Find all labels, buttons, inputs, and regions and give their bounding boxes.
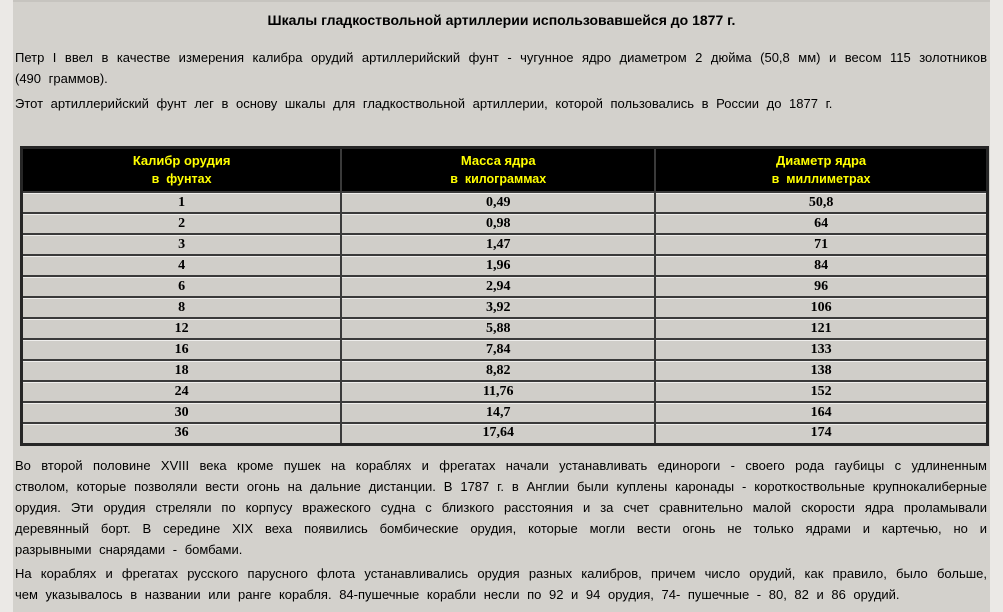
cell-mass: 2,94	[341, 276, 655, 297]
col-header-mass	[341, 148, 655, 193]
cell-diameter: 106	[655, 297, 987, 318]
cell-mass: 14,7	[341, 402, 655, 423]
cell-mass: 17,64	[341, 423, 655, 444]
cell-diameter: 84	[655, 255, 987, 276]
cell-mass: 0,98	[341, 213, 655, 234]
col-header-diameter	[655, 148, 987, 193]
cell-diameter: 133	[655, 339, 987, 360]
col-header-caliber-subtitle: в фунтах	[151, 172, 212, 186]
cell-diameter: 152	[655, 381, 987, 402]
table-row	[22, 297, 988, 318]
cell-caliber: 24	[22, 381, 342, 402]
cell-diameter: 138	[655, 360, 987, 381]
outro-paragraph-1: Во второй половине XVIII века кроме пушек на кораблях и фрегатах начали устанавливать единороги - своего рода гаубицы с удлиненным стволом, которые позволяли вести огонь на дальние дистанции. В 1787 г. в Англии были куплены каронады - короткоствольные крупнокалиберные орудия. Эти орудия стреляли по корпусу вражеского судна с близкого расстояния и за счет сравнительно малой скорости ядра проламывали деревянный борт. В середине XIX веха появились бомбические орудия, которые могли вести огонь не только ядрами и картечью, но и разрывными снарядами - бомбами.	[15, 457, 987, 557]
table-row	[22, 402, 988, 423]
table-row	[22, 234, 988, 255]
col-header-mass-subtitle: в килограммах	[450, 172, 547, 186]
cell-mass: 3,92	[341, 297, 655, 318]
cell-mass: 7,84	[341, 339, 655, 360]
intro-paragraph-1: Петр I ввел в качестве измерения калибра орудий артиллерийский фунт - чугунное ядро диаметром 2 дюйма (50,8 мм) и весом 115 золотников (490 граммов).	[15, 50, 987, 86]
cell-mass: 1,47	[341, 234, 655, 255]
table-header-row	[22, 148, 988, 193]
intro-paragraph-2: Этот артиллерийский фунт лег в основу шкалы для гладкоствольной артиллерии, которой пользовались в России до 1877 г.	[15, 96, 833, 111]
article	[13, 0, 990, 612]
cell-caliber: 16	[22, 339, 342, 360]
cell-mass: 5,88	[341, 318, 655, 339]
cell-caliber: 12	[22, 318, 342, 339]
artillery-scale-table	[20, 146, 989, 446]
col-header-mass-title: Масса ядра	[460, 153, 536, 168]
table-row	[22, 381, 988, 402]
col-header-diameter-subtitle: в миллиметрах	[771, 172, 871, 186]
col-header-diameter-title: Диаметр ядра	[776, 153, 867, 168]
cell-diameter: 164	[655, 402, 987, 423]
cell-diameter: 96	[655, 276, 987, 297]
cell-diameter: 121	[655, 318, 987, 339]
cell-caliber: 18	[22, 360, 342, 381]
table-row	[22, 192, 988, 213]
cell-mass: 8,82	[341, 360, 655, 381]
cell-diameter: 50,8	[655, 192, 987, 213]
table-row	[22, 339, 988, 360]
cell-caliber: 1	[22, 192, 342, 213]
cell-diameter: 71	[655, 234, 987, 255]
col-header-caliber	[22, 148, 342, 193]
cell-diameter: 64	[655, 213, 987, 234]
table-row	[22, 318, 988, 339]
cell-diameter: 174	[655, 423, 987, 444]
table-row	[22, 255, 988, 276]
outro-paragraph-2: На кораблях и фрегатах русского парусного флота устанавливались орудия разных калибров, причем число орудий, как правило, было больше, чем указывалось в названии или ранге корабля. 84-пушечные корабли несли по 92 и 94 орудия, 74- пушечные - 80, 82 и 86 орудий.	[15, 565, 987, 602]
cell-mass: 0,49	[341, 192, 655, 213]
page-title: Шкалы гладкоствольной артиллерии использовавшейся до 1877 г.	[267, 12, 736, 28]
cell-caliber: 8	[22, 297, 342, 318]
cell-caliber: 30	[22, 402, 342, 423]
cell-mass: 11,76	[341, 381, 655, 402]
col-header-caliber-title: Калибр орудия	[132, 153, 231, 168]
cell-caliber: 36	[22, 423, 342, 444]
table-row	[22, 360, 988, 381]
table-row	[22, 276, 988, 297]
cell-caliber: 6	[22, 276, 342, 297]
cell-caliber: 3	[22, 234, 342, 255]
cell-caliber: 4	[22, 255, 342, 276]
table-row	[22, 423, 988, 444]
table-row	[22, 213, 988, 234]
cell-mass: 1,96	[341, 255, 655, 276]
cell-caliber: 2	[22, 213, 342, 234]
